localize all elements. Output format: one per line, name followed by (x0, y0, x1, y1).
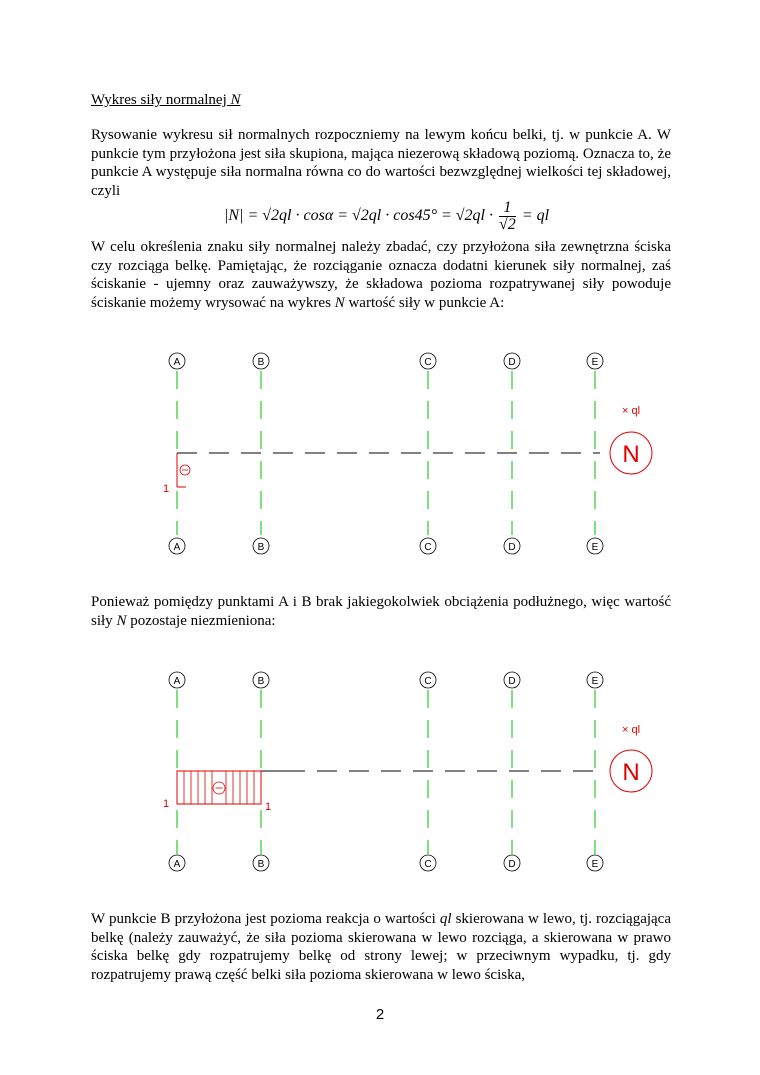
heading-text: Wykres siły normalnej (91, 92, 231, 108)
paragraph-sign (91, 238, 671, 312)
fraction-numerator: 1 (499, 200, 516, 217)
formula-rhs: ql (536, 207, 550, 225)
paragraph-intro: Rysowanie wykresu sił normalnych rozpoczniemy na lewym końcu belki, tj. w punkcie A. W punkcie tym przyłożona jest siła skupiona, mająca niezerową składową poziomą. Oznacza to, że punkcie A występuje siła normalna równa co do wartości bezwzględnej wielkości tej składowej, czyli (91, 127, 671, 199)
sqrt-icon: √ (455, 207, 465, 225)
axis-label-b-top: B (257, 357, 265, 368)
paragraph-reaction (91, 910, 671, 984)
axis-label-a-top: A (173, 357, 181, 368)
axis-label-c-top: C (424, 357, 432, 368)
axis-label-a-bottom: A (173, 859, 181, 870)
sqrt-icon: √ (499, 216, 508, 233)
diagram-value-left: 1 (163, 798, 170, 810)
formula-term-3: 2ql · (464, 207, 493, 225)
paragraph-ab (91, 593, 671, 630)
normal-force-symbol: N (622, 441, 640, 468)
section-heading (91, 92, 241, 109)
axis-label-c-top: C (424, 676, 432, 687)
formula-fraction (499, 200, 516, 233)
paragraph-reaction-text-a: W punkcie B przyłożona jest pozioma reakcja o wartości (91, 911, 440, 927)
axis-label-c-bottom: C (424, 859, 432, 870)
axis-label-d-top: D (508, 357, 516, 368)
sqrt-icon: √ (262, 207, 272, 225)
sqrt-icon: √ (352, 207, 361, 225)
normal-force-symbol: N (622, 759, 640, 786)
axis-label-b-bottom: B (257, 859, 265, 870)
axis-label-e-top: E (591, 676, 599, 687)
axis-label-e-top: E (591, 357, 599, 368)
axis-label-b-bottom: B (257, 542, 265, 553)
axis-label-c-bottom: C (424, 542, 432, 553)
diagram-unit-label: × ql (622, 405, 641, 417)
axis-label-d-bottom: D (508, 542, 516, 553)
paragraph-ab-text-b: pozostaje niezmieniona: (126, 612, 276, 629)
paragraph-reaction-text-b: skierowana w lewo, tj. rozciągająca belkę (należy zauważyć, że siła pozioma skierowana w lewo rozciąga, a skierowana w prawo ściska belkę gdy rozpatrujemy belkę od strony lewej; w przeciwnym wypadku, tj. gdy rozpatrujemy prawą część belki siła pozioma skierowana w lewo ściska, (91, 911, 671, 983)
formula-lhs: |N| (224, 207, 244, 225)
diagram-unit-label: × ql (622, 724, 641, 736)
paragraph-reaction-symbol: ql (439, 911, 452, 927)
diagram-value-label: 1 (163, 483, 170, 495)
formula-normal-force: |N| = √2ql · cosα = √2ql · cos45° = √2ql · $\frac{1}{√2}$ = ql (224, 199, 550, 233)
normal-force-diagram-2 (0, 664, 760, 884)
normal-force-diagram-1 (0, 345, 760, 565)
paragraph-sign-text-a: W celu określenia znaku siły normalnej należy zbadać, czy przyłożona siła zewnętrzna ściska czy rozciąga belkę. Pamiętając, że rozciąganie oznacza dodatni kierunek siły normalnej, zaś ściskanie - ujemny oraz zauważywszy, że składowa pozioma rozpatrywanej siły powoduje ściskanie możemy wrysować na wykres (91, 239, 671, 311)
axis-label-a-top: A (173, 676, 181, 687)
axis-label-a-bottom: A (173, 542, 181, 553)
axis-label-b-top: B (257, 676, 265, 687)
axis-label-e-bottom: E (591, 542, 599, 553)
paragraph-sign-text-b: wartość siły w punkcie A: (344, 294, 505, 311)
page-number: 2 (375, 1006, 385, 1023)
axis-label-d-top: D (508, 676, 516, 687)
diagram-value-right: 1 (265, 801, 272, 813)
fraction-denominator: 2 (507, 216, 516, 233)
heading-symbol: N (230, 92, 241, 108)
formula-term-2: 2ql · cos45° (360, 207, 437, 225)
paragraph-sign-symbol: N (334, 294, 345, 311)
paragraph-ab-symbol: N (116, 612, 127, 629)
formula-term-1: 2ql · cosα (271, 207, 334, 225)
axis-label-e-bottom: E (591, 859, 599, 870)
paragraph-ab-text-a: Ponieważ pomiędzy punktami A i B brak jakiegokolwiek obciążenia podłużnego, więc wartość siły (91, 594, 671, 629)
axis-label-d-bottom: D (508, 859, 516, 870)
